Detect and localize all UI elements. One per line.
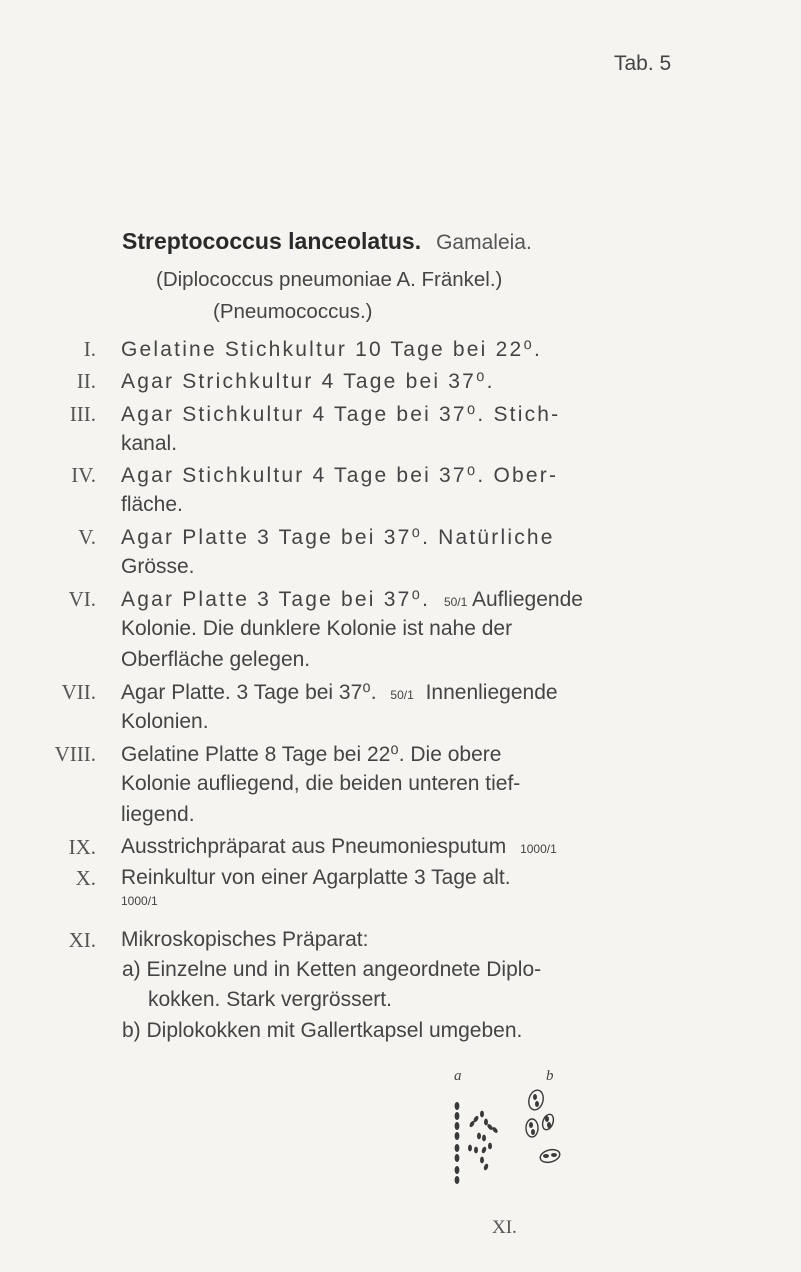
entry-number: III. [69,402,96,426]
entry-line: kokken. Stark vergrössert. [148,988,392,1011]
synonym-line-2: (Pneumococcus.) [213,300,373,323]
entry-line: Innenliegende [425,681,558,704]
entry-line: Grösse. [121,555,195,578]
entry-line-with-fraction [121,587,746,612]
magnification: 50/1 [390,688,414,702]
entry-line: Mikroskopisches Präparat: [121,928,369,951]
entry-line: Kolonien. [121,710,209,733]
entry-line: kanal. [121,432,178,455]
entry-number: VI. [68,587,96,611]
entry-number: XI. [68,928,96,952]
entry-number: X. [75,866,96,890]
entry-line: liegend. [121,803,195,826]
entry-number: VII. [61,680,96,704]
magnification: 1000/1 [520,842,557,856]
chain-diplococci [455,1102,499,1184]
figure-label-b: b [546,1068,554,1084]
entry-number: II. [76,369,96,393]
entry-number: VIII. [54,742,96,766]
microscope-figure [446,1064,566,1214]
entry-line: Aufliegende [472,588,583,611]
entry-line: Kolonie. Die dunklere Kolonie ist nahe der [121,617,513,640]
title-line [122,228,742,255]
figure-caption: XI. [492,1217,517,1238]
entry-number: IV. [71,463,96,487]
entry-line: Agar Platte. 3 Tage bei 37⁰. [121,681,377,704]
entry-line: Agar Stichkultur 4 Tage bei 37⁰. Ober- [121,464,559,487]
species-title: Streptococcus lanceolatus. [122,228,422,254]
entry-line: fläche. [121,493,183,516]
entry-line: Gelatine Platte 8 Tage bei 22⁰. Die obere [121,743,502,766]
entry-line: Kolonie aufliegend, die beiden unteren tief- [121,772,521,795]
entry-line: Gelatine Stichkultur 10 Tage bei 22⁰. [121,338,542,361]
entry-line: Ausstrichpräparat aus Pneumoniesputum [121,835,507,858]
species-author: Gamaleia. [436,231,532,254]
plate-number: Tab. 5 [614,52,672,75]
entry-line: b) Diplokokken mit Gallertkapsel umgeben. [122,1019,523,1042]
entry-number: V. [78,525,96,549]
magnification: 50/1 [443,595,468,609]
entry-line: Oberfläche gelegen. [121,648,311,671]
entry-line-with-fraction [121,680,746,705]
entry-line: Reinkultur von einer Agarplatte 3 Tage alt. [121,866,511,889]
entry-line: Agar Platte 3 Tage bei 37⁰. Natürliche [121,526,555,549]
synonym-line-1: (Diplococcus pneumoniae A. Fränkel.) [156,268,503,291]
entry-number: IX. [68,835,96,859]
figure-label-a: a [454,1068,462,1084]
entry-line: Agar Stichkultur 4 Tage bei 37⁰. Stich- [121,403,561,426]
entry-line: Agar Strichkultur 4 Tage bei 37⁰. [121,370,495,393]
entry-number: I. [83,337,96,361]
entry-line: Agar Platte 3 Tage bei 37⁰. [121,588,431,611]
magnification: 1000/1 [121,894,158,908]
entry-line: a) Einzelne und in Ketten angeordnete Diplo- [122,958,542,981]
diplococci-illustration [446,1064,566,1214]
entry-line-with-fraction [121,835,746,859]
